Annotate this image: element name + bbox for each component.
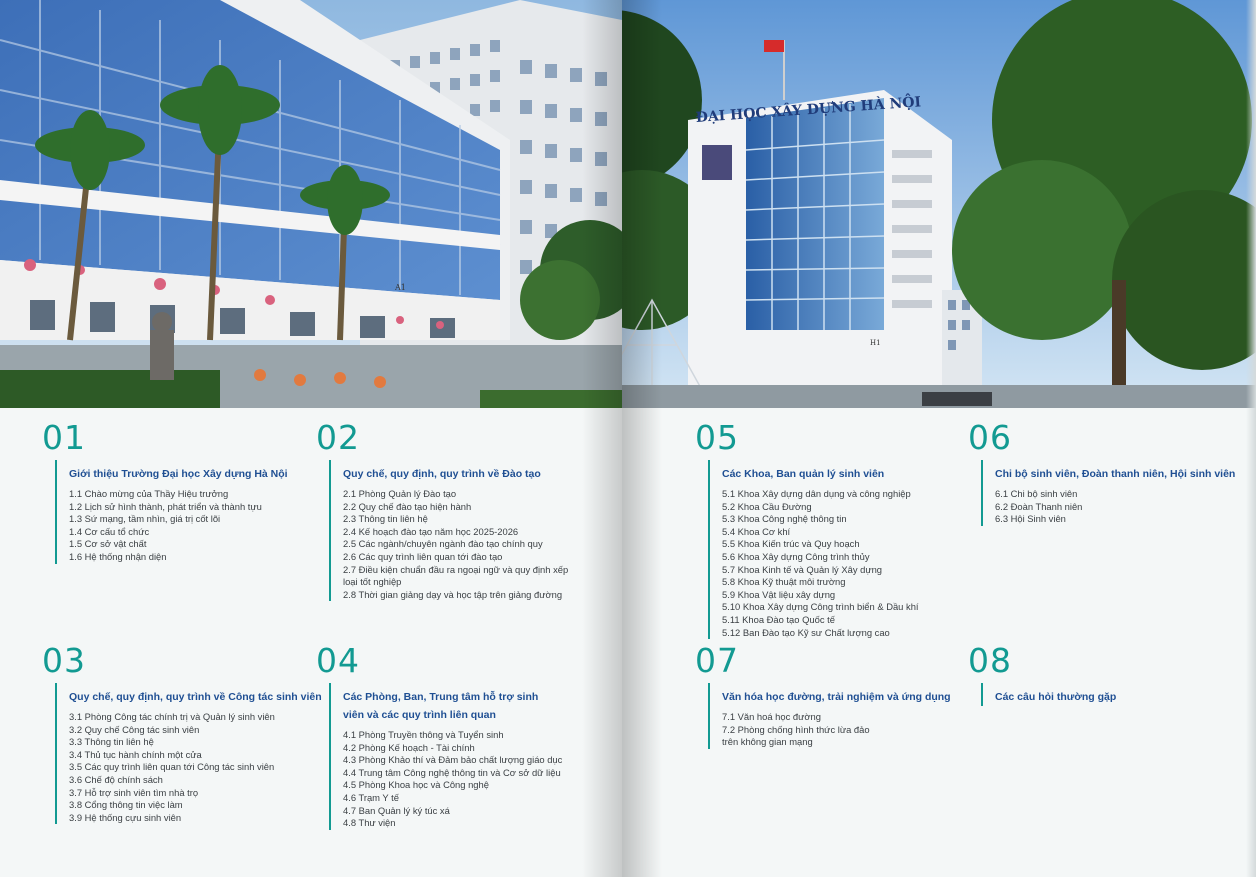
toc-item[interactable]: 3.4 Thủ tục hành chính một cửa [69, 748, 202, 760]
section-02 [316, 418, 569, 601]
section-title-line: Các Phòng, Ban, Trung tâm hỗ trợ sinh [343, 691, 539, 703]
section-body [329, 460, 568, 601]
section-body [329, 683, 562, 830]
section-number: 03 [42, 641, 86, 680]
section-body [981, 683, 1116, 706]
campus-photo-left [0, 0, 622, 408]
toc-item[interactable]: 1.5 Cơ sở vật chất [69, 538, 147, 550]
toc-list [69, 711, 322, 824]
toc-item[interactable]: 7.1 Văn hoá học đường [722, 711, 821, 722]
section-08 [968, 641, 1117, 711]
toc-list [343, 488, 568, 601]
section-body [55, 460, 288, 564]
toc-list [722, 711, 951, 749]
section-body [708, 460, 919, 639]
toc-item[interactable]: 2.3 Thông tin liên hệ [343, 513, 428, 525]
toc-item[interactable]: 6.2 Đoàn Thanh niên [995, 500, 1083, 512]
section-body [708, 683, 951, 749]
section-number: 07 [695, 641, 739, 680]
toc-item[interactable]: 4.3 Phòng Khảo thí và Đảm bảo chất lượng giáo dục [343, 754, 563, 766]
section-title[interactable]: Các Khoa, Ban quản lý sinh viên [722, 468, 885, 480]
toc-item[interactable]: 3.9 Hệ thống cựu sinh viên [69, 811, 182, 823]
section-body [55, 683, 322, 824]
toc-item[interactable]: 3.8 Cổng thông tin việc làm [69, 799, 183, 811]
left-page [0, 0, 622, 877]
section-title[interactable]: Giới thiệu Trường Đại học Xây dựng Hà Nội [69, 468, 288, 480]
building-sign: ĐẠI HỌC XÂY DỰNG HÀ NỘI [695, 94, 922, 126]
toc-list [995, 488, 1235, 526]
right-page [622, 0, 1256, 877]
toc-item[interactable]: 6.1 Chi bộ sinh viên [995, 488, 1078, 499]
toc-item[interactable]: 1.3 Sứ mạng, tầm nhìn, giá trị cốt lõi [69, 513, 221, 525]
toc-item[interactable]: 7.2 Phòng chống hình thức lừa đảo [722, 723, 870, 735]
section-number: 04 [316, 641, 360, 680]
toc-item[interactable]: 4.2 Phòng Kế hoạch - Tài chính [343, 741, 475, 753]
building-label-h1: H1 [870, 339, 881, 347]
toc-list [722, 488, 919, 639]
toc-item[interactable]: 1.6 Hệ thống nhận diện [69, 550, 167, 562]
flag-icon [764, 40, 784, 52]
section-title[interactable]: Quy chế, quy định, quy trình về Công tác sinh viên [69, 691, 322, 703]
toc-item[interactable]: 1.1 Chào mừng của Thầy Hiệu trưởng [69, 488, 229, 499]
toc-item[interactable]: 4.1 Phòng Truyền thông và Tuyển sinh [343, 729, 504, 740]
section-title[interactable]: Các câu hỏi thường gặp [995, 691, 1117, 703]
toc-item[interactable]: 1.4 Cơ cấu tổ chức [69, 525, 150, 537]
toc-item[interactable]: 3.3 Thông tin liên hệ [69, 736, 154, 748]
section-05 [695, 418, 919, 639]
section-title[interactable]: Văn hóa học đường, trải nghiệm và ứng dụng [722, 691, 951, 703]
section-title-line: viên và các quy trình liên quan [343, 709, 496, 721]
section-number: 01 [42, 418, 86, 457]
toc-item[interactable]: 2.5 Các ngành/chuyên ngành đào tạo chính quy [343, 538, 543, 550]
toc-item[interactable]: 2.4 Kế hoạch đào tạo năm học 2025-2026 [343, 525, 519, 537]
section-04 [316, 641, 563, 830]
toc-item[interactable]: 5.10 Khoa Xây dựng Công trình biển & Dầu khí [722, 601, 919, 613]
toc-item[interactable]: 4.8 Thư viện [343, 817, 396, 829]
toc-item[interactable]: 2.2 Quy chế đào tạo hiện hành [343, 500, 472, 512]
section-number: 06 [968, 418, 1012, 457]
section-number: 08 [968, 641, 1012, 680]
toc-item[interactable]: 4.7 Ban Quản lý ký túc xá [343, 804, 450, 816]
toc-item[interactable]: 3.1 Phòng Công tác chính trị và Quản lý sinh viên [69, 711, 275, 722]
section-title[interactable]: Chi bộ sinh viên, Đoàn thanh niên, Hội sinh viên [995, 468, 1236, 480]
toc-item[interactable]: 2.6 Các quy trình liên quan tới đào tạo [343, 550, 503, 562]
section-number: 02 [316, 418, 360, 457]
section-07 [695, 641, 951, 749]
toc-item[interactable]: 2.8 Thời gian giảng dạy và học tập trên giảng đường [343, 588, 563, 600]
toc-item[interactable]: 6.3 Hội Sinh viên [995, 513, 1066, 525]
toc-item[interactable]: loại tốt nghiệp [343, 576, 402, 588]
toc-item[interactable]: 5.7 Khoa Kinh tế và Quản lý Xây dựng [722, 563, 883, 575]
toc-list [343, 729, 562, 830]
toc-item[interactable]: 2.7 Điều kiện chuẩn đầu ra ngoại ngữ và quy định xếp [343, 563, 569, 575]
toc-item[interactable]: 4.6 Trạm Y tế [343, 791, 399, 803]
building-label-a1: A1 [395, 283, 406, 292]
toc-item[interactable]: 3.6 Chế độ chính sách [69, 773, 163, 785]
toc-item[interactable]: 1.2 Lịch sử hình thành, phát triển và thành tựu [69, 500, 262, 512]
toc-item[interactable]: 5.12 Ban Đào tạo Kỹ sư Chất lượng cao [722, 626, 890, 638]
toc-item[interactable]: 2.1 Phòng Quản lý Đào tạo [343, 488, 457, 499]
toc-item[interactable]: 5.4 Khoa Cơ khí [722, 525, 791, 537]
university-logo-icon [702, 145, 732, 180]
toc-item[interactable]: 5.2 Khoa Cầu Đường [722, 500, 812, 512]
toc-item[interactable]: 5.5 Khoa Kiến trúc và Quy hoạch [722, 538, 860, 550]
toc-item[interactable]: 3.7 Hỗ trợ sinh viên tìm nhà trọ [69, 786, 199, 798]
section-number: 05 [695, 418, 739, 457]
toc-list [69, 488, 288, 564]
section-03 [42, 641, 322, 824]
section-title[interactable]: Quy chế, quy định, quy trình về Đào tạo [343, 468, 541, 480]
section-body [981, 460, 1235, 526]
toc-item[interactable]: 5.3 Khoa Công nghệ thông tin [722, 513, 847, 525]
section-06 [968, 418, 1236, 526]
page-edge [1246, 0, 1256, 877]
toc-item[interactable]: 5.11 Khoa Đào tạo Quốc tế [722, 613, 835, 625]
section-title[interactable] [343, 688, 562, 724]
toc-item[interactable]: 5.6 Khoa Xây dựng Công trình thủy [722, 550, 870, 562]
toc-item[interactable]: 4.5 Phòng Khoa học và Công nghệ [343, 779, 489, 791]
toc-item[interactable]: 3.2 Quy chế Công tác sinh viên [69, 723, 200, 735]
section-01 [42, 418, 288, 564]
toc-item[interactable]: 5.1 Khoa Xây dựng dân dụng và công nghiệp [722, 488, 911, 499]
toc-item[interactable]: 5.9 Khoa Vật liệu xây dựng [722, 588, 836, 600]
toc-item[interactable]: 3.5 Các quy trình liên quan tới Công tác sinh viên [69, 761, 275, 773]
campus-photo-right [622, 0, 1256, 408]
toc-item[interactable]: 5.8 Khoa Kỹ thuật môi trường [722, 576, 846, 588]
toc-item[interactable]: 4.4 Trung tâm Công nghệ thông tin và Cơ sở dữ liệu [343, 766, 561, 778]
toc-item[interactable]: trên không gian mạng [722, 736, 813, 748]
